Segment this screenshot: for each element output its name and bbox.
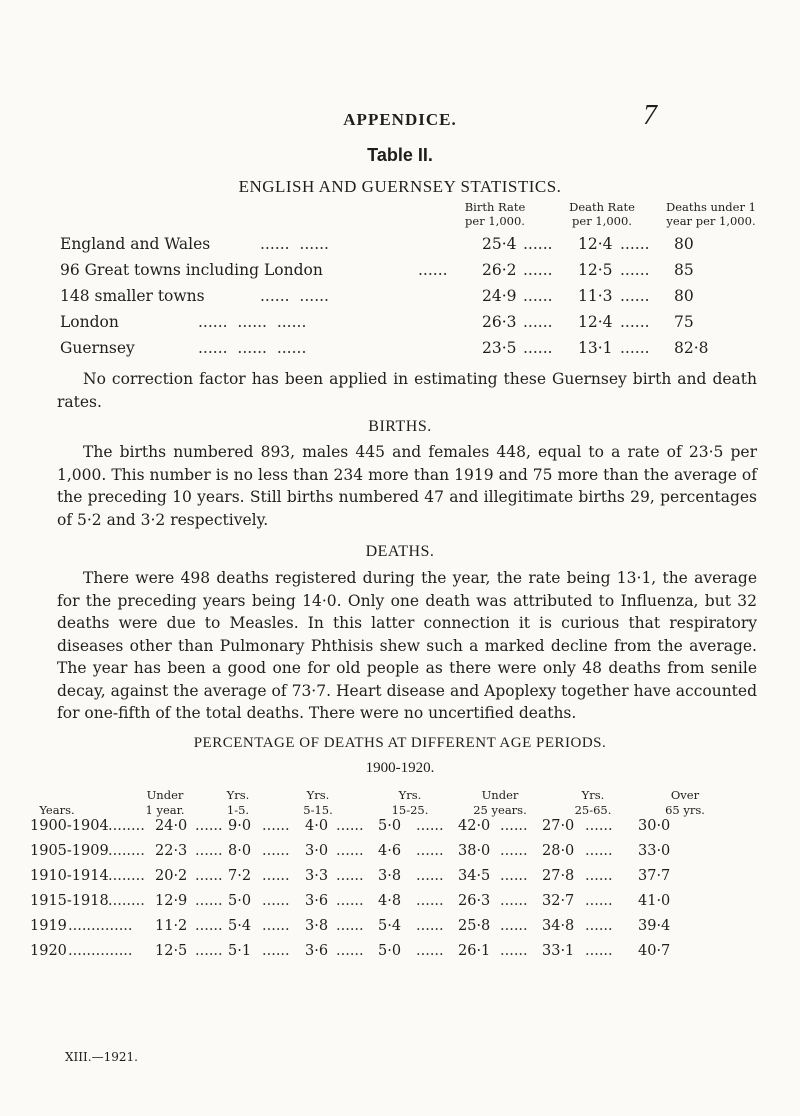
- t2-value-cell: 20·2: [155, 868, 188, 884]
- t2-value-cell: 26·3: [458, 893, 491, 909]
- t2-value-cell: 42·0: [458, 818, 491, 834]
- deaths-heading: DEATHS.: [365, 543, 435, 560]
- leader-dots: ......: [500, 818, 528, 834]
- leader-dots: ......: [262, 943, 290, 959]
- leader-dots: ......: [523, 339, 553, 357]
- t2-value-cell: 22·3: [155, 843, 188, 859]
- leader-dots: ......: [262, 818, 290, 834]
- t2-value-cell: 11·2: [155, 918, 188, 934]
- t1-infant-deaths: 82·8: [674, 339, 709, 357]
- t2-value-cell: 3·0: [305, 843, 329, 859]
- leader-dots: ......: [585, 868, 613, 884]
- t2-header-years: Years.: [39, 803, 75, 817]
- leader-dots: ......: [336, 943, 364, 959]
- table-row: [30, 818, 770, 842]
- table-row: [30, 893, 770, 917]
- t2-value-cell: 24·0: [155, 818, 188, 834]
- leader-dots: ........: [108, 843, 145, 859]
- t1-infant-deaths: 80: [674, 287, 694, 305]
- t1-death-rate: 13·1: [578, 339, 613, 357]
- t1-header-death-rate: Death Rate per 1,000.: [569, 200, 635, 228]
- leader-dots: ......: [336, 843, 364, 859]
- t1-birth-rate: 26·2: [482, 261, 517, 279]
- leader-dots: ......: [336, 893, 364, 909]
- t2-value-cell: 5·1: [228, 943, 252, 959]
- leader-dots: ......: [620, 235, 650, 253]
- t1-row: [60, 235, 694, 257]
- leader-dots: ......: [262, 868, 290, 884]
- leader-dots: ......: [416, 918, 444, 934]
- t2-value-cell: 26·1: [458, 943, 491, 959]
- leader-dots: ......: [500, 868, 528, 884]
- t1-row-label: London: [60, 313, 119, 331]
- t2-value-cell: 12·5: [155, 943, 188, 959]
- leader-dots: ......: [500, 943, 528, 959]
- t2-value-cell: 38·0: [458, 843, 491, 859]
- t2-value-cell: 3·6: [305, 893, 329, 909]
- t2-value-cell: 8·0: [228, 843, 252, 859]
- page-number: 7: [643, 100, 657, 131]
- t2-value-cell: 5·4: [228, 918, 252, 934]
- leader-dots: ......: [416, 868, 444, 884]
- t1-row: [60, 261, 694, 283]
- leader-dots: ......: [418, 261, 448, 279]
- leader-dots: ...... ...... ......: [198, 313, 307, 331]
- t2-value-cell: 7·2: [228, 868, 252, 884]
- t2-header-over-65: Over 65 yrs.: [665, 788, 705, 817]
- t1-row-label: Guernsey: [60, 339, 135, 357]
- t2-value-cell: 34·8: [542, 918, 575, 934]
- section-title: ENGLISH AND GUERNSEY STATISTICS.: [238, 177, 562, 196]
- page-header: [0, 100, 800, 146]
- leader-dots: ......: [523, 261, 553, 279]
- t2-header-under-25: Under 25 years.: [473, 788, 527, 817]
- leader-dots: ......: [195, 818, 223, 834]
- leader-dots: ......: [585, 918, 613, 934]
- table2-title: PERCENTAGE OF DEATHS AT DIFFERENT AGE PERIODS.: [193, 735, 607, 751]
- t2-value-cell: 5·0: [378, 818, 402, 834]
- t2-value-cell: 34·5: [458, 868, 491, 884]
- leader-dots: ......: [523, 313, 553, 331]
- deaths-paragraph: There were 498 deaths registered during the year, the rate being 13·1, the average for the preceding years being 14·0. Only one death was attributed to Influenza, but 32 deaths were due to Measles. In this latter connection it is curious that respiratory diseases other than Pulmonary Phthisis shew such a marked decline from the average. The year has been a good one for old people as there were only 48 deaths from senile decay, against the average of 73·7. Heart disease and Apoplexy together have accounted for one-fifth of the total deaths. There were no uncertified deaths.: [57, 569, 757, 722]
- t2-value-cell: 5·0: [228, 893, 252, 909]
- t2-value-cell: 25·8: [458, 918, 491, 934]
- t2-years-cell: 1910-1914: [30, 868, 109, 884]
- births-paragraph: The births numbered 893, males 445 and females 448, equal to a rate of 23·5 per 1,000. This number is no less than 234 more than 1919 and 75 more than the average of the preceding 10 years. Still births numbered 47 and illegitimate births 29, percentages of 5·2 and 3·2 respectively.: [57, 443, 757, 529]
- leader-dots: ......: [195, 943, 223, 959]
- t2-value-cell: 3·6: [305, 943, 329, 959]
- t1-infant-deaths: 80: [674, 235, 694, 253]
- table-title: Table II.: [367, 145, 433, 165]
- t1-birth-rate: 26·3: [482, 313, 517, 331]
- t2-value-cell: 30·0: [638, 818, 671, 834]
- leader-dots: ......: [195, 918, 223, 934]
- t1-row-label: England and Wales: [60, 235, 211, 253]
- leader-dots: ......: [336, 818, 364, 834]
- leader-dots: ......: [416, 943, 444, 959]
- running-head: APPENDICE.: [343, 110, 457, 129]
- leader-dots: ......: [620, 261, 650, 279]
- leader-dots: ......: [336, 868, 364, 884]
- t2-years-cell: 1905-1909: [30, 843, 109, 859]
- t2-value-cell: 12·9: [155, 893, 188, 909]
- table-row: [30, 918, 770, 942]
- t2-header-1-5: Yrs. 1-5.: [226, 788, 250, 817]
- t2-header-25-65: Yrs. 25-65.: [574, 788, 612, 817]
- leader-dots: ........: [108, 868, 145, 884]
- t1-infant-deaths: 75: [674, 313, 694, 331]
- t1-death-rate: 12·5: [578, 261, 613, 279]
- leader-dots: ..............: [68, 943, 133, 959]
- t2-value-cell: 41·0: [638, 893, 671, 909]
- t2-value-cell: 4·8: [378, 893, 402, 909]
- leader-dots: ......: [585, 843, 613, 859]
- t2-value-cell: 33·0: [638, 843, 671, 859]
- t2-header-under-1: Under 1 year.: [145, 788, 185, 817]
- leader-dots: ...... ......: [260, 287, 329, 305]
- t1-birth-rate: 24·9: [482, 287, 517, 305]
- t1-row-label: 148 smaller towns: [60, 287, 205, 305]
- leader-dots: ......: [262, 843, 290, 859]
- t2-value-cell: 9·0: [228, 818, 252, 834]
- t1-death-rate: 12·4: [578, 313, 613, 331]
- leader-dots: ......: [620, 313, 650, 331]
- table-row: [30, 843, 770, 867]
- leader-dots: ......: [416, 893, 444, 909]
- leader-dots: ........: [108, 893, 145, 909]
- t2-value-cell: 5·0: [378, 943, 402, 959]
- table2-subtitle: 1900-1920.: [365, 760, 435, 776]
- leader-dots: ......: [262, 893, 290, 909]
- t2-header-5-15: Yrs. 5-15.: [303, 788, 333, 817]
- t2-value-cell: 37·7: [638, 868, 671, 884]
- t2-value-cell: 4·6: [378, 843, 402, 859]
- t1-birth-rate: 23·5: [482, 339, 517, 357]
- leader-dots: ........: [108, 818, 145, 834]
- table-row: [30, 943, 770, 967]
- leader-dots: ......: [585, 893, 613, 909]
- t2-years-cell: 1920: [30, 943, 67, 959]
- leader-dots: ......: [336, 918, 364, 934]
- t2-value-cell: 27·0: [542, 818, 575, 834]
- table-row: [30, 868, 770, 892]
- t2-value-cell: 32·7: [542, 893, 575, 909]
- leader-dots: ...... ...... ......: [198, 339, 307, 357]
- t1-row: [60, 339, 709, 361]
- t2-value-cell: 27·8: [542, 868, 575, 884]
- t2-value-cell: 28·0: [542, 843, 575, 859]
- t1-header-birth-rate: Birth Rate per 1,000.: [464, 200, 526, 228]
- leader-dots: ......: [195, 893, 223, 909]
- leader-dots: ......: [523, 235, 553, 253]
- leader-dots: ......: [523, 287, 553, 305]
- t2-value-cell: 40·7: [638, 943, 671, 959]
- leader-dots: ......: [195, 843, 223, 859]
- leader-dots: ......: [500, 893, 528, 909]
- leader-dots: ......: [500, 918, 528, 934]
- leader-dots: ......: [416, 818, 444, 834]
- t1-infant-deaths: 85: [674, 261, 694, 279]
- note-paragraph: No correction factor has been applied in estimating these Guernsey birth and death rates.: [57, 370, 757, 411]
- t1-row: [60, 313, 694, 335]
- births-heading: BIRTHS.: [368, 418, 432, 435]
- t1-row-label: 96 Great towns including London: [60, 261, 323, 279]
- t2-years-cell: 1900-1904: [30, 818, 109, 834]
- leader-dots: ......: [585, 818, 613, 834]
- t2-header-15-25: Yrs. 15-25.: [391, 788, 429, 817]
- t2-value-cell: 39·4: [638, 918, 671, 934]
- leader-dots: ......: [195, 868, 223, 884]
- t1-death-rate: 11·3: [578, 287, 613, 305]
- leader-dots: ......: [585, 943, 613, 959]
- t1-row: [60, 287, 694, 309]
- footer-code: XIII.—1921.: [65, 1050, 138, 1064]
- t2-years-cell: 1919: [30, 918, 67, 934]
- t2-value-cell: 3·8: [378, 868, 402, 884]
- leader-dots: ......: [620, 339, 650, 357]
- leader-dots: ......: [620, 287, 650, 305]
- t1-birth-rate: 25·4: [482, 235, 517, 253]
- leader-dots: ......: [500, 843, 528, 859]
- leader-dots: ......: [262, 918, 290, 934]
- t2-value-cell: 3·8: [305, 918, 329, 934]
- t1-header-infant-deaths: Deaths under 1 year per 1,000.: [666, 200, 756, 228]
- t2-value-cell: 5·4: [378, 918, 402, 934]
- t1-death-rate: 12·4: [578, 235, 613, 253]
- t2-value-cell: 4·0: [305, 818, 329, 834]
- leader-dots: ..............: [68, 918, 133, 934]
- t2-years-cell: 1915-1918: [30, 893, 109, 909]
- leader-dots: ...... ......: [260, 235, 329, 253]
- t2-value-cell: 33·1: [542, 943, 575, 959]
- t2-value-cell: 3·3: [305, 868, 329, 884]
- leader-dots: ......: [416, 843, 444, 859]
